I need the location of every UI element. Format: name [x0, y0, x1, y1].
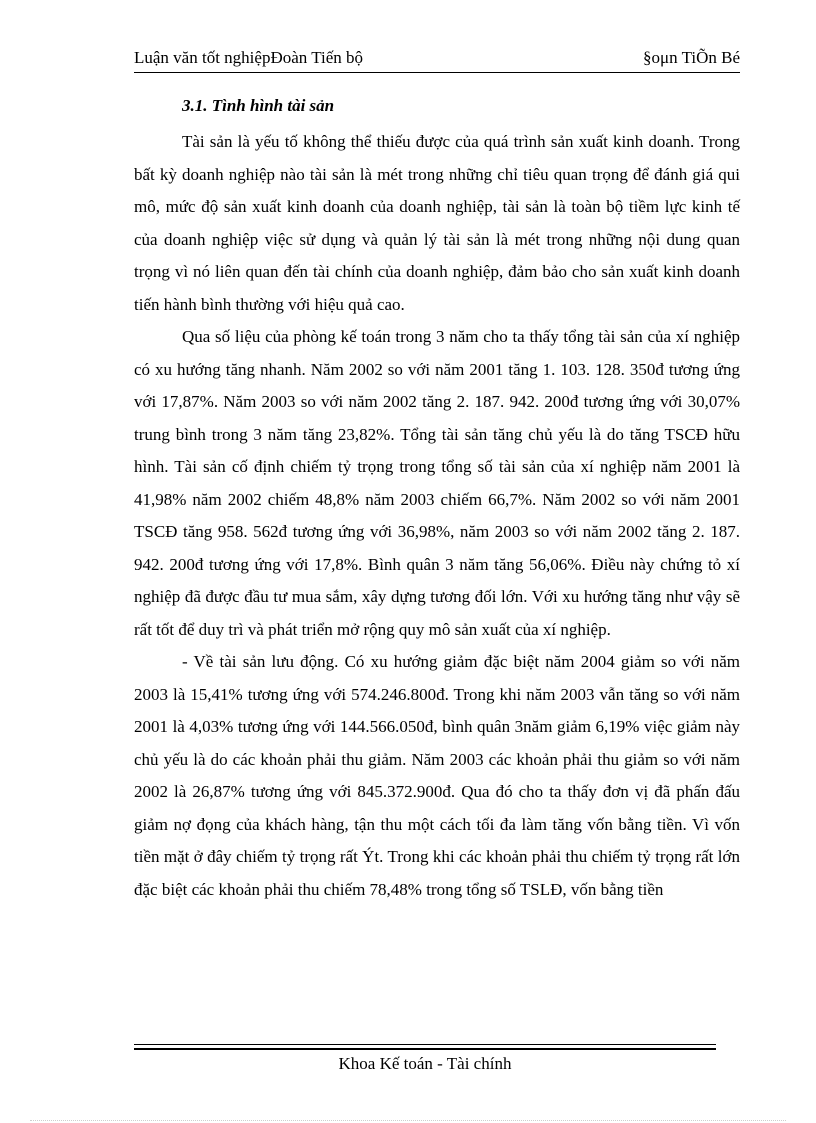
page-bottom-border — [30, 1120, 786, 1121]
section-heading: 3.1. Tình hình tài sản — [182, 96, 335, 115]
footer-divider-thick — [134, 1048, 716, 1050]
footer-divider-thin — [134, 1044, 716, 1045]
header-left-text: Luận văn tốt nghiệpĐoàn Tiến bộ — [134, 48, 364, 67]
paragraph-3: - Về tài sản lưu động. Có xu hướng giảm đặc biệt năm 2004 giảm so với năm 2003 là 15,41% tương ứng với 574.246.800đ. Trong khi năm 2003 vẫn tăng so với năm 2001 là 4,03% tương ứng với 144.566.050đ, bình quân 3năm giảm 6,19% việc giảm này chủ yếu là do các khoản phải thu giảm. Năm 2003 các khoản phải thu giảm so với năm 2002 là 26,87% tương ứng với 845.372.900đ. Qua đó cho ta thấy đơn vị đã phấn đấu giảm nợ đọng của khách hàng, tận thu một cách tối đa làm tăng vốn bằng tiền. Vì vốn tiền mặt ở đây chiếm tỷ trọng rất Ýt. Trong khi các khoản phải thu chiếm tỷ trọng rất lớn đặc biệt các khoản phải thu chiếm 78,48% trong tổng số TSLĐ, vốn bằng tiền — [134, 652, 740, 899]
header-right-text: §oμn TiÕn Bé — [643, 48, 740, 67]
page-footer: Khoa Kế toán - Tài chính — [338, 1054, 512, 1073]
paragraph-2: Qua số liệu của phòng kế toán trong 3 năm cho ta thấy tổng tài sản của xí nghiệp có xu hướng tăng nhanh. Năm 2002 so với năm 2001 tăng 1. 103. 128. 350đ tương ứng với 17,87%. Năm 2003 so với năm 2002 tăng 2. 187. 942. 200đ tương ứng với 30,07% trung bình trong 3 năm tăng 23,82%. Tổng tài sản tăng chủ yếu là do tăng TSCĐ hữu hình. Tài sản cố định chiếm tỷ trọng trong tổng số tài sản của xí nghiệp năm 2001 là 41,98% năm 2002 chiếm 48,8% năm 2003 chiếm 66,7%. Năm 2002 so với năm 2001 TSCĐ tăng 958. 562đ tương ứng với 36,98%, năm 2003 so với năm 2002 tăng 2. 187. 942. 200đ tương ứng với 17,8%. Bình quân 3 năm tăng 56,06%. Điều này chứng tỏ xí nghiệp đã được đầu tư mua sắm, xây dựng tương đối lớn. Với xu hướng tăng như vậy sẽ rất tốt để duy trì và phát triển mở rộng quy mô sản xuất của xí nghiệp. — [134, 327, 740, 639]
header-divider — [134, 72, 740, 73]
paragraph-1: Tài sản là yếu tố không thể thiếu được của quá trình sản xuất kinh doanh. Trong bất kỳ doanh nghiệp nào tài sản là mét trong những chỉ tiêu quan trọng để đánh giá qui mô, mức độ sản xuất kinh doanh của doanh nghiệp, tài sản là toàn bộ tiềm lực kinh tế của doanh nghiệp việc sử dụng và quản lý tài sản là mét trong những nội dung quan trọng vì nó liên quan đến tài chính của doanh nghiệp, đảm bảo cho sản xuất kinh doanh tiến hành bình thường với hiệu quả cao. — [134, 132, 740, 314]
page-header — [134, 48, 740, 70]
body-text — [134, 126, 740, 906]
